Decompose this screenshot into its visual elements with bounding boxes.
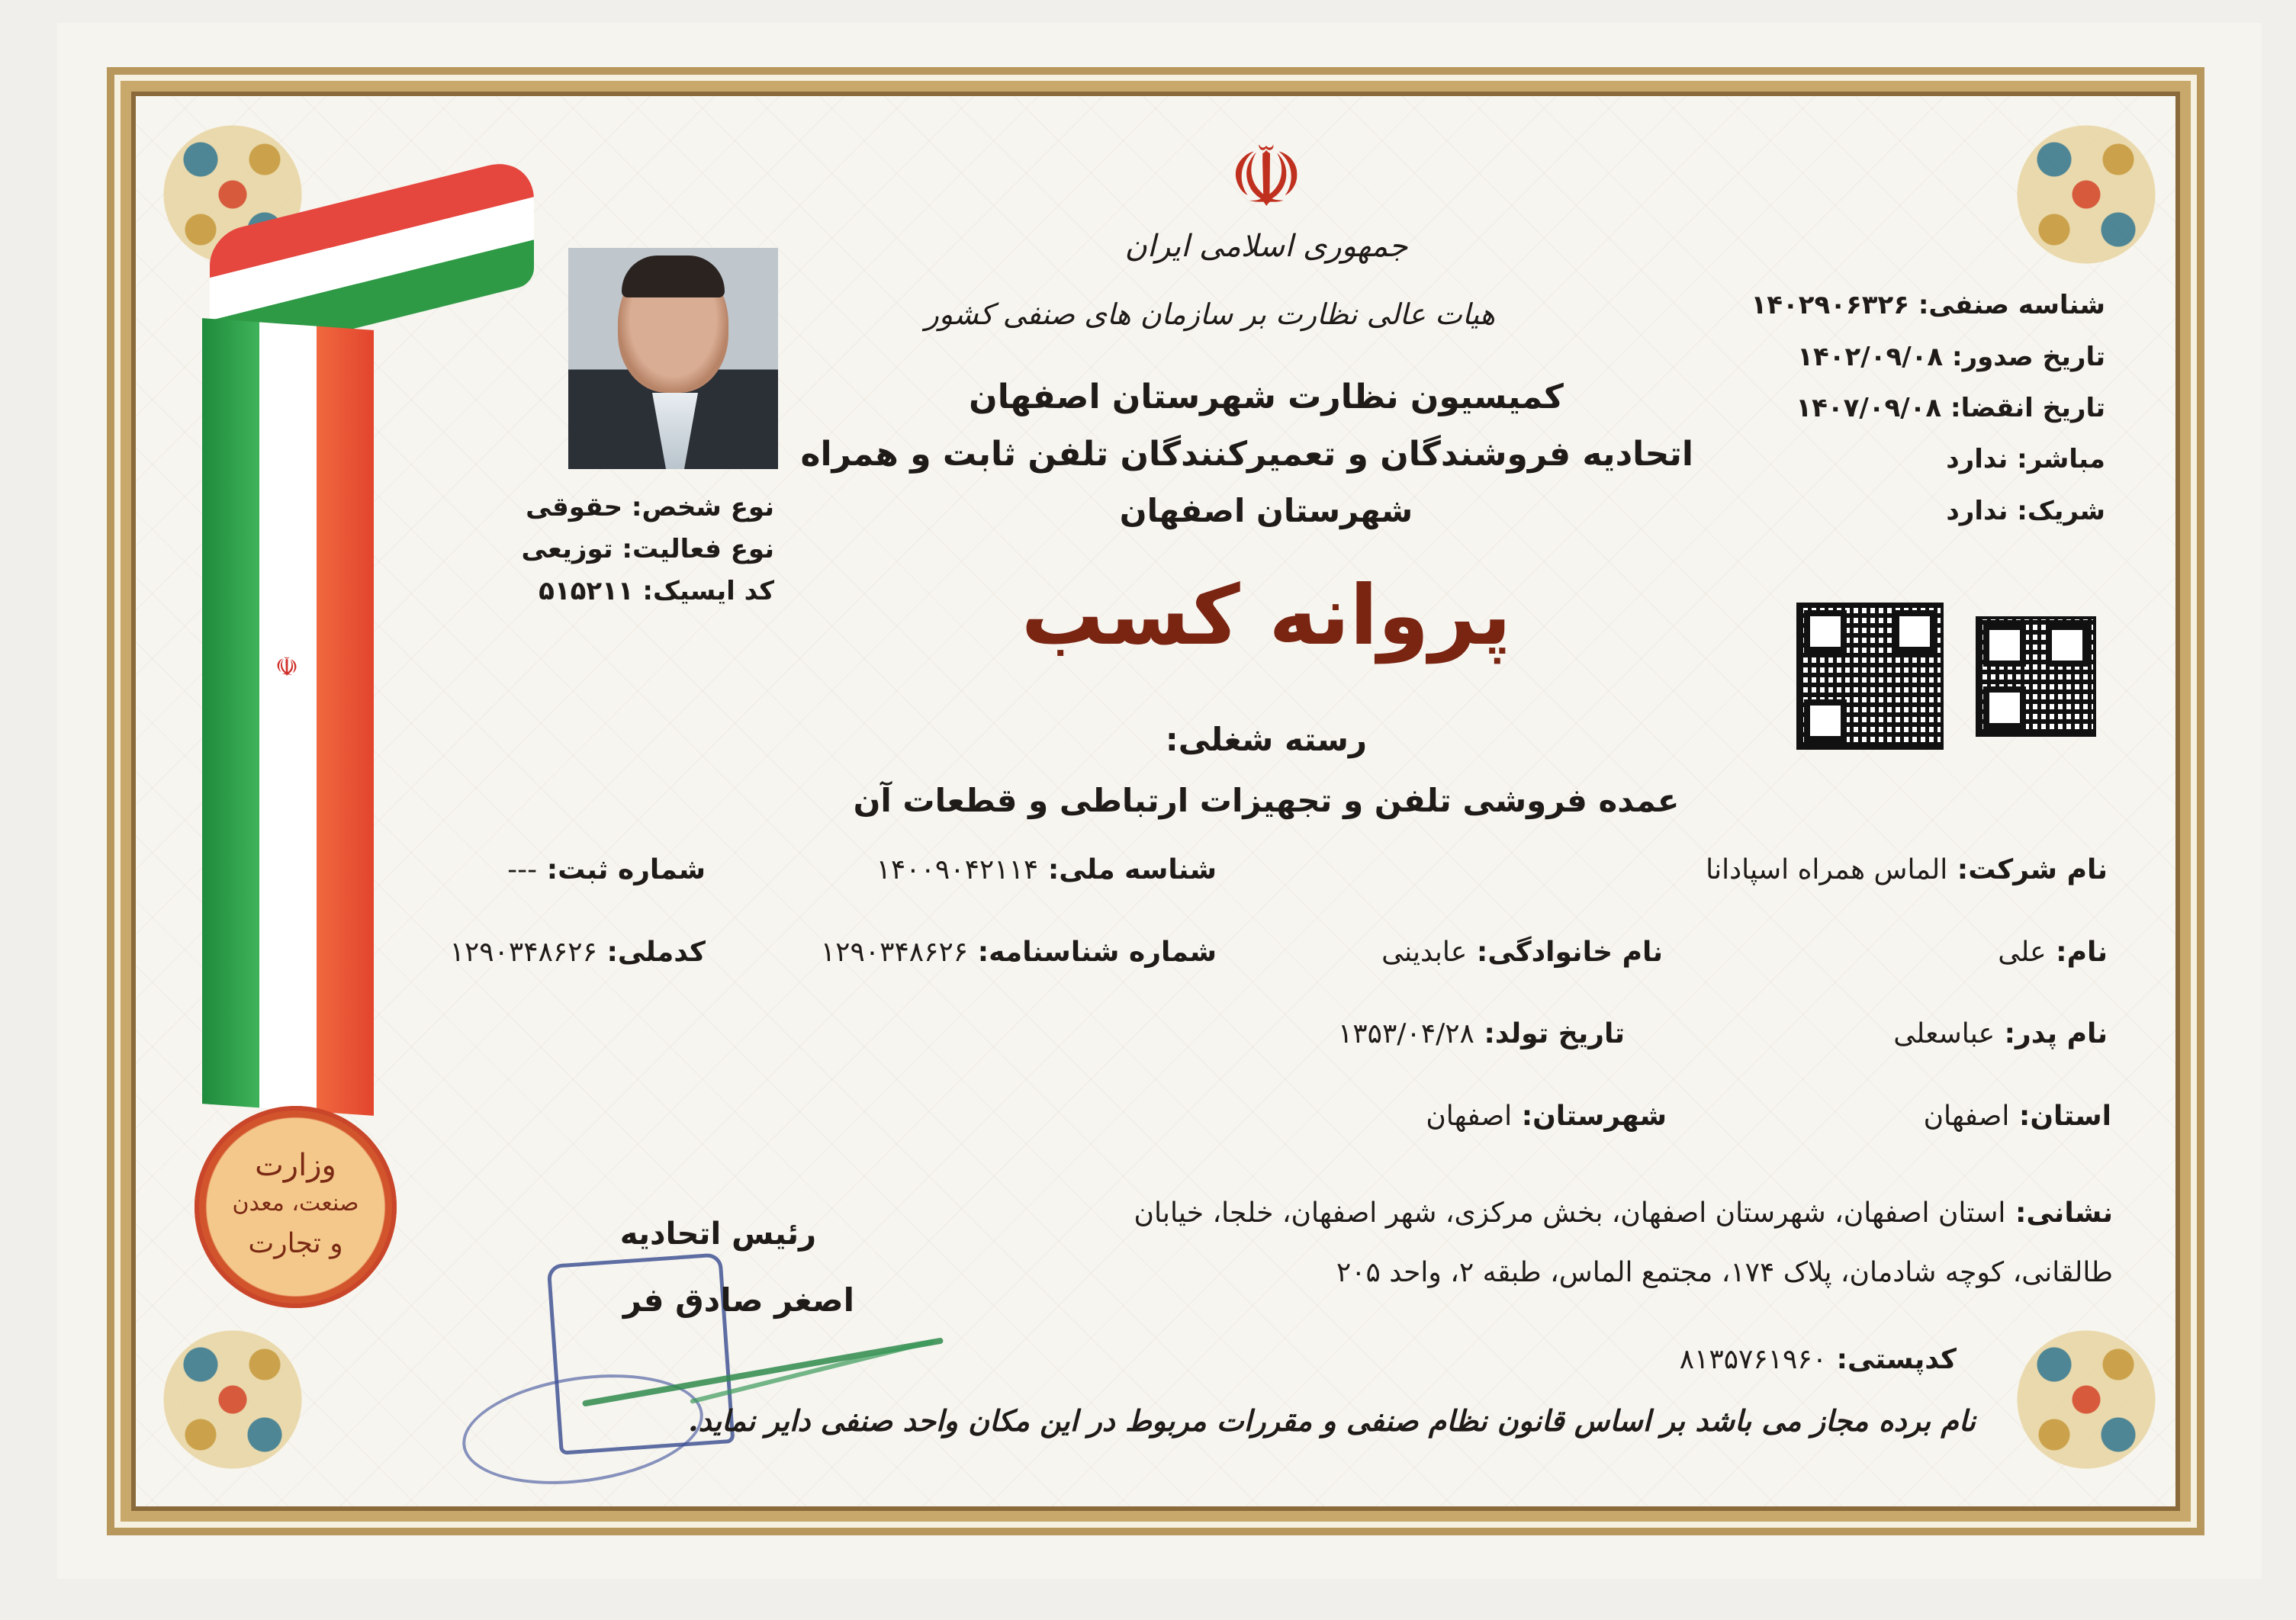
address-line-2: طالقانی، کوچه شادمان، پلاک ۱۷۴، مجتمع الماس، طبقه ۲، واحد ۲۰۵	[1336, 1257, 2113, 1288]
signatory-role: رئیس اتحادیه	[619, 1217, 816, 1252]
city-label: شهرستان:	[1521, 1101, 1667, 1132]
father-label: نام پدر:	[2004, 1018, 2108, 1049]
company-field	[1706, 854, 2108, 886]
address-line-1: استان اصفهان، شهرستان اصفهان، بخش مرکزی، شهر اصفهان، خلجا، خیابان	[1134, 1197, 2006, 1229]
manager: مباشر: ندارد	[1946, 444, 2105, 474]
republic-title: جمهوری اسلامی ایران	[1124, 229, 1408, 264]
seal-text-2: صنعت، معدن	[232, 1190, 359, 1217]
emblem-icon: ☫	[275, 651, 299, 683]
father-field	[1893, 1018, 2108, 1049]
board-title: هیات عالی نظارت بر سازمان های صنفی کشور	[925, 297, 1495, 331]
national-code-label: کدملی:	[606, 937, 706, 968]
union-title-2: شهرستان اصفهان	[1119, 492, 1413, 529]
province-field	[1924, 1101, 2111, 1132]
name-field	[1998, 937, 2108, 968]
seal-text-3: و تجارت	[248, 1228, 343, 1259]
id-number-field	[821, 937, 1217, 968]
national-code-value: ۱۲۹۰۳۴۸۶۲۶	[449, 937, 597, 968]
birth-date-field	[1338, 1018, 1625, 1049]
id-number-value: ۱۲۹۰۳۴۸۶۲۶	[820, 937, 969, 968]
corner-ornament-bottom-right	[2006, 1312, 2166, 1487]
category-value: عمده فروشی تلفن و تجهیزات ارتباطی و قطعات آن	[853, 782, 1680, 819]
reg-number-label: شماره ثبت:	[546, 854, 706, 886]
qr-code-1-finder	[1804, 699, 1847, 742]
name-value: علی	[1998, 937, 2047, 968]
isic-code: کد ایسیک: ۵۱۵۲۱۱	[539, 576, 774, 606]
national-id-value: ۱۴۰۰۹۰۴۲۱۱۴	[876, 854, 1039, 886]
qr-code-1	[1796, 603, 1944, 750]
father-value: عباسعلی	[1893, 1018, 1995, 1049]
holder-photo	[568, 248, 778, 469]
seal-text-1: وزارت	[255, 1148, 336, 1183]
national-id-label: شناسه ملی:	[1047, 854, 1217, 886]
iran-emblem-icon: ☫	[1228, 128, 1304, 226]
national-id-field	[876, 854, 1217, 886]
city-value: اصفهان	[1426, 1101, 1513, 1132]
name-label: نام:	[2056, 937, 2108, 968]
id-number-label: شماره شناسنامه:	[977, 937, 1217, 968]
birth-date-label: تاریخ تولد:	[1484, 1018, 1625, 1049]
corner-ornament-top-right	[2006, 107, 2166, 282]
ministry-seal	[195, 1106, 397, 1308]
category-label: رسته شغلی:	[1165, 721, 1368, 758]
expiry-date: تاریخ انقضا: ۱۴۰۷/۰۹/۰۸	[1796, 393, 2105, 423]
address-label: نشانی:	[2015, 1197, 2113, 1229]
partner: شریک: ندارد	[1946, 496, 2105, 526]
corner-ornament-bottom-left	[153, 1312, 313, 1487]
family-label: نام خانوادگی:	[1476, 937, 1663, 968]
union-title-1: اتحادیه فروشندگان و تعمیرکنندگان تلفن ثابت و همراه	[800, 435, 1693, 474]
reg-number-field	[507, 854, 706, 886]
commission-title: کمیسیون نظارت شهرستان اصفهان	[969, 378, 1564, 416]
signatory-name: اصغر صادق فر	[622, 1281, 854, 1319]
certificate-title: پروانه کسب	[1021, 568, 1512, 664]
qr-code-2	[1976, 616, 2096, 737]
qr-code-2-finder	[1983, 686, 2026, 729]
family-field	[1381, 937, 1663, 968]
person-type: نوع شخص: حقوقی	[526, 492, 774, 522]
family-value: عابدینی	[1381, 937, 1468, 968]
photo-shirt	[652, 393, 698, 469]
postal-value: ۸۱۳۵۷۶۱۹۶۰	[1679, 1344, 1828, 1375]
photo-hair	[622, 256, 725, 297]
company-label: نام شرکت:	[1957, 854, 2108, 886]
footer-note: نام برده مجاز می باشد بر اساس قانون نظام صنفی و مقررات مربوط در این مکان واحد صنفی دایر نماید.	[688, 1403, 1976, 1438]
guild-id: شناسه صنفی: ۱۴۰۲۹۰۶۳۲۶	[1751, 290, 2105, 320]
national-code-field	[450, 937, 706, 968]
issue-date: تاریخ صدور: ۱۴۰۲/۰۹/۰۸	[1797, 342, 2105, 372]
city-field	[1426, 1101, 1667, 1132]
reg-number-value: ---	[507, 854, 538, 886]
activity-type: نوع فعالیت: توزیعی	[521, 534, 774, 564]
birth-date-value: ۱۳۵۳/۰۴/۲۸	[1337, 1018, 1474, 1049]
flag-white-stripe	[259, 322, 317, 1111]
address-field	[1134, 1197, 2113, 1229]
postal-field	[1680, 1344, 1957, 1375]
postal-label: کدپستی:	[1836, 1344, 1957, 1375]
flag-green-stripe	[202, 318, 259, 1107]
province-value: اصفهان	[1923, 1101, 2010, 1132]
flag-ribbon	[202, 318, 374, 1116]
province-label: استان:	[2018, 1101, 2111, 1132]
flag-red-stripe	[317, 326, 374, 1116]
company-value: الماس همراه اسپادانا	[1706, 854, 1948, 886]
